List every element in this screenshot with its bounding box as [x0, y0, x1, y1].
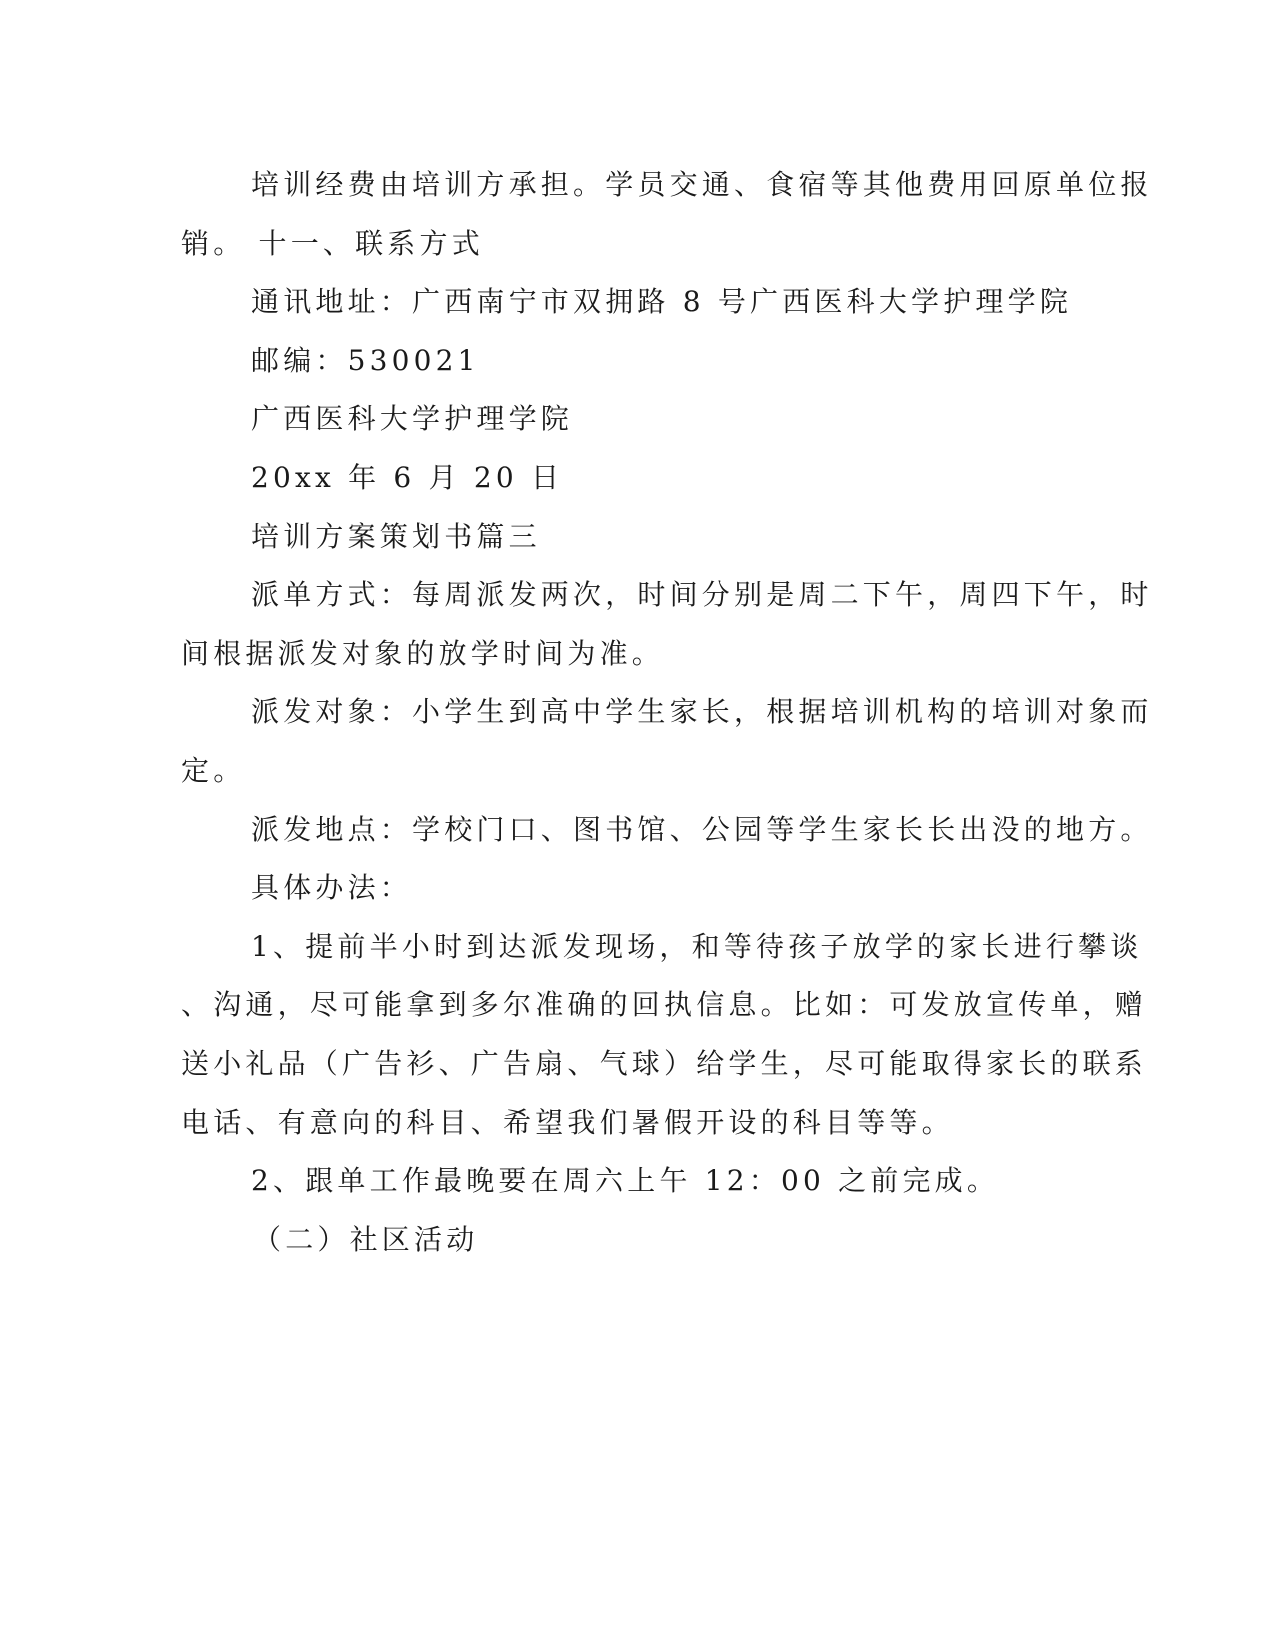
- paragraph-line: 间根据派发对象的放学时间为准。: [181, 636, 665, 670]
- paragraph-line: 2、跟单工作最晚要在周六上午 12：00 之前完成。: [251, 1164, 1000, 1198]
- section-heading: （二）社区活动: [253, 1222, 479, 1256]
- paragraph-line: 通讯地址：广西南宁市双拥路 8 号广西医科大学护理学院: [251, 285, 1073, 319]
- paragraph-line: 派单方式：每周派发两次，时间分别是周二下午，周四下午，时: [251, 578, 1153, 612]
- paragraph-line: 邮编：530021: [251, 343, 480, 377]
- paragraph-line: 派发地点：学校门口、图书馆、公园等学生家长长出没的地方。: [251, 812, 1153, 846]
- paragraph-line: 销。 十一、联系方式: [181, 226, 484, 260]
- section-heading: 培训方案策划书篇三: [251, 519, 541, 553]
- paragraph-line: 广西医科大学护理学院: [251, 402, 574, 436]
- paragraph-line: 培训经费由培训方承担。学员交通、食宿等其他费用回原单位报: [251, 168, 1153, 201]
- paragraph-line: 电话、有意向的科目、希望我们暑假开设的科目等等。: [181, 1105, 954, 1139]
- paragraph-line: 具体办法：: [251, 871, 413, 905]
- paragraph-line: 派发对象：小学生到高中学生家长，根据培训机构的培训对象而: [251, 695, 1153, 729]
- paragraph-line: 送小礼品（广告衫、广告扇、气球）给学生，尽可能取得家长的联系: [181, 1046, 1148, 1080]
- paragraph-line: 1、提前半小时到达派发现场，和等待孩子放学的家长进行攀谈: [251, 929, 1143, 963]
- document-body: [181, 156, 1153, 1269]
- paragraph-line: 、沟通，尽可能拿到多尔准确的回执信息。比如：可发放宣传单，赠: [181, 988, 1148, 1022]
- paragraph-line: 定。: [181, 753, 246, 787]
- paragraph-line: 20xx 年 6 月 20 日: [251, 460, 564, 494]
